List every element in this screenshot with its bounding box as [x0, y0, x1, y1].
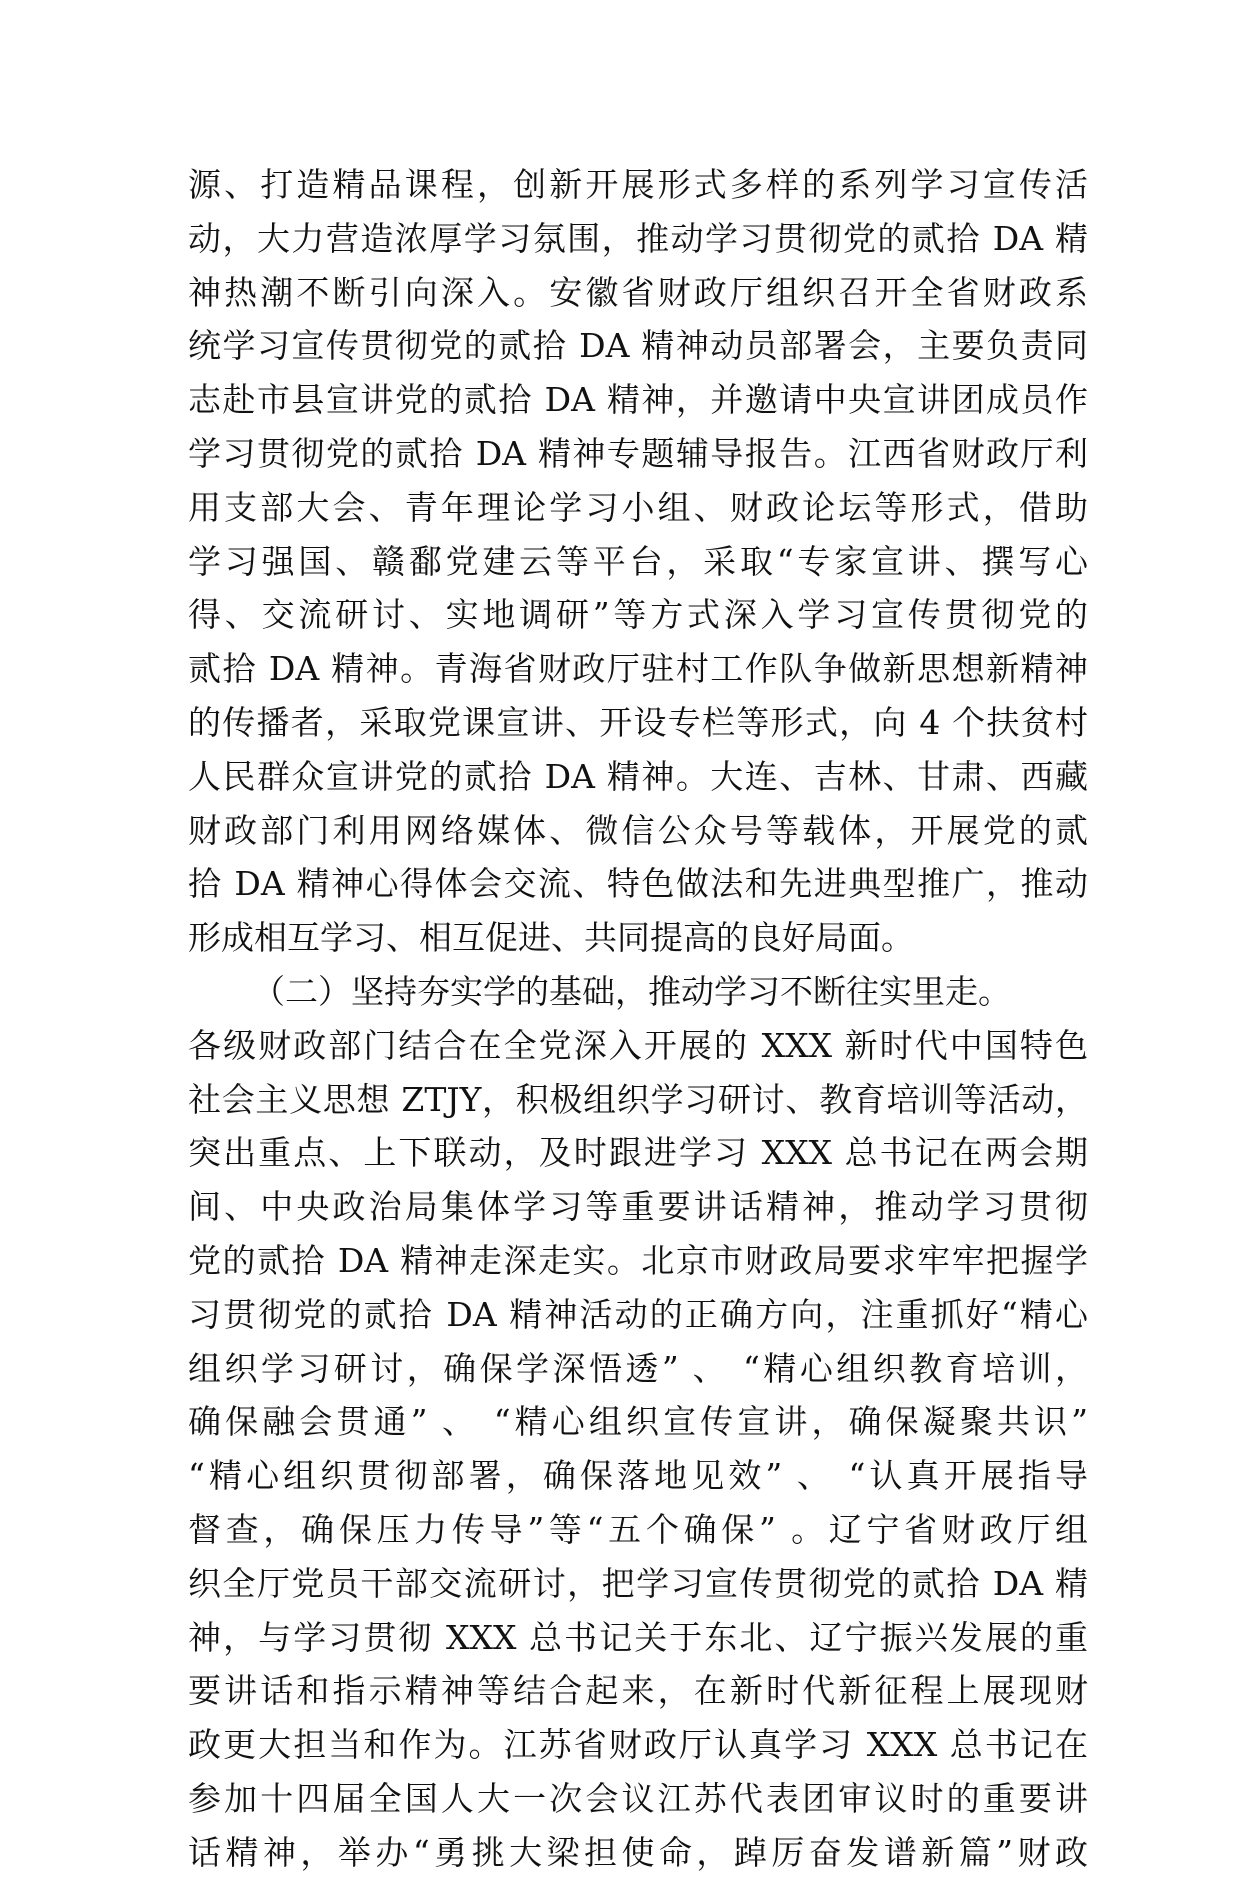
text-line: 财政部门利用网络媒体、微信公众号等载体，开展党的贰: [188, 810, 1088, 850]
body-text: [188, 158, 1088, 1880]
text-line: 人民群众宣讲党的贰拾 DA 精神。大连、吉林、甘肃、西藏: [188, 756, 1088, 796]
text-line: 神热潮不断引向深入。安徽省财政厅组织召开全省财政系: [188, 272, 1088, 312]
text-line: 突出重点、上下联动，及时跟进学习 XXX 总书记在两会期: [188, 1133, 1088, 1173]
text-line: 神，与学习贯彻 XXX 总书记关于东北、辽宁振兴发展的重: [188, 1617, 1088, 1657]
text-line: 得、交流研讨、实地调研”等方式深入学习宣传贯彻党的: [188, 595, 1088, 635]
section-heading: （二）坚持夯实学的基础，推动学习不断往实里走。: [252, 971, 1011, 1011]
text-line: 贰拾 DA 精神。青海省财政厅驻村工作队争做新思想新精神: [188, 649, 1088, 689]
text-line: 志赴市县宣讲党的贰拾 DA 精神，并邀请中央宣讲团成员作: [188, 380, 1088, 420]
text-line: 参加十四届全国人大一次会议江苏代表团审议时的重要讲: [188, 1778, 1088, 1818]
text-line: 各级财政部门结合在全党深入开展的 XXX 新时代中国特色: [188, 1025, 1088, 1065]
text-line: 的传播者，采取党课宣讲、开设专栏等形式，向 4 个扶贫村: [188, 702, 1088, 742]
text-line: 间、中央政治局集体学习等重要讲话精神，推动学习贯彻: [188, 1187, 1088, 1227]
text-line: 要讲话和指示精神等结合起来，在新时代新征程上展现财: [188, 1671, 1088, 1711]
text-line: 源、打造精品课程，创新开展形式多样的系列学习宣传活: [188, 165, 1088, 204]
text-line: 形成相互学习、相互促进、共同提高的良好局面。: [188, 918, 914, 958]
text-line: 话精神，举办“勇挑大梁担使命，踔厉奋发谱新篇”财政: [188, 1832, 1088, 1872]
text-line: 学习强国、赣鄱党建云等平台，采取“专家宣讲、撰写心: [188, 541, 1088, 581]
text-line: 用支部大会、青年理论学习小组、财政论坛等形式，借助: [188, 487, 1088, 527]
text-line: 统学习宣传贯彻党的贰拾 DA 精神动员部署会，主要负责同: [188, 326, 1088, 366]
text-line: “精心组织贯彻部署，确保落地见效” 、 “认真开展指导: [188, 1456, 1088, 1496]
text-line: 确保融会贯通” 、 “精心组织宣传宣讲，确保凝聚共识”: [188, 1402, 1088, 1442]
text-line: 织全厅党员干部交流研讨，把学习宣传贯彻党的贰拾 DA 精: [188, 1563, 1088, 1603]
text-line: 习贯彻党的贰拾 DA 精神活动的正确方向，注重抓好“精心: [188, 1294, 1088, 1334]
text-line: 党的贰拾 DA 精神走深走实。北京市财政局要求牢牢把握学: [188, 1240, 1088, 1280]
text-line: 政更大担当和作为。江苏省财政厅认真学习 XXX 总书记在: [188, 1725, 1088, 1765]
text-line: 督查，确保压力传导”等“五个确保” 。辽宁省财政厅组: [188, 1509, 1088, 1549]
text-line: 组织学习研讨，确保学深悟透” 、 “精心组织教育培训，: [188, 1348, 1088, 1388]
text-line: 拾 DA 精神心得体会交流、特色做法和先进典型推广，推动: [188, 864, 1088, 904]
text-line: 动，大力营造浓厚学习氛围，推动学习贯彻党的贰拾 DA 精: [188, 218, 1088, 258]
text-line: 学习贯彻党的贰拾 DA 精神专题辅导报告。江西省财政厅利: [188, 433, 1088, 473]
text-line: 社会主义思想 ZTJY，积极组织学习研讨、教育培训等活动，: [188, 1079, 1088, 1119]
